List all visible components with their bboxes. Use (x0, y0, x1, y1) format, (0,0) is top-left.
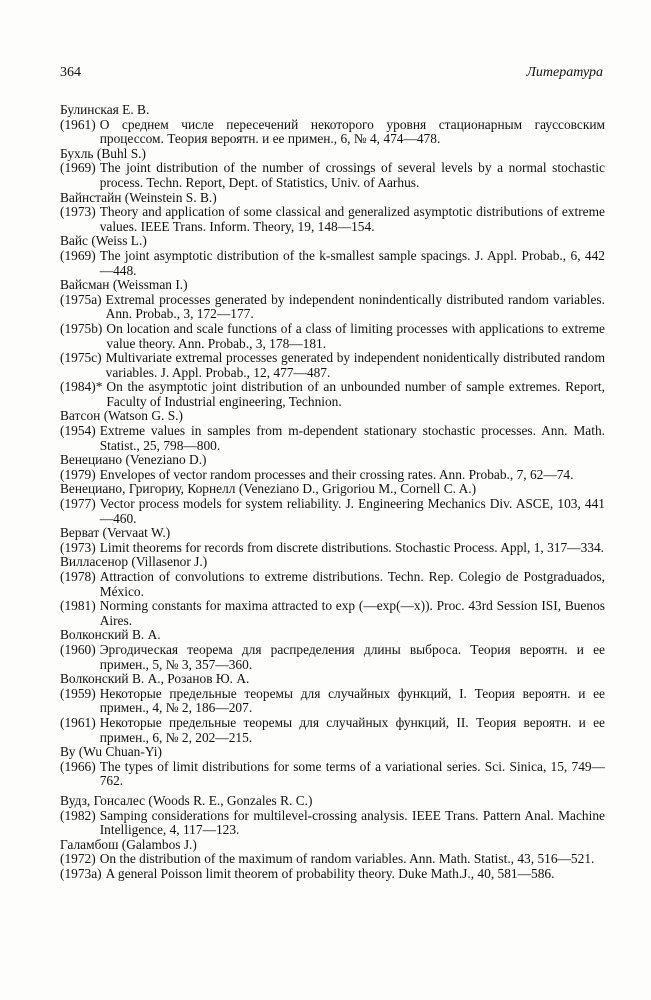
reference-text: On the distribution of the maximum of random variables. Ann. Math. Statist., 43, 516—521. (99, 851, 595, 867)
reference-text: The joint distribution of the number of crossings of several levels by a normal stochastic process. Techn. Report, Dept. of Statistics, Univ. of Aarhus. (99, 160, 605, 190)
reference-entry (60, 599, 605, 628)
reference-entry (60, 643, 605, 672)
reference-year: (1984)* (60, 379, 103, 395)
reference-entry (60, 760, 605, 789)
reference-year: (1961) (60, 714, 96, 730)
page-number: 364 (60, 65, 81, 80)
reference-year: (1973) (60, 539, 96, 555)
reference-text: On location and scale functions of a class of limiting processes with applications to extreme value theory. Ann. Probab., 3, 178—181. (106, 320, 605, 351)
reference-year: (1975b) (60, 320, 103, 336)
reference-entry (60, 716, 605, 745)
reference-text: Extreme values in samples from m-dependent stationary stochastic processes. Ann. Math. Statist., 25, 798—800. (99, 423, 605, 453)
author-heading: Венециано, Григориу, Корнелл (Veneziano D., Grigoriou M., Cornell C. A.) (60, 481, 477, 497)
reference-entry (60, 205, 605, 234)
reference-year: (1954) (60, 423, 96, 439)
reference-year: (1978) (60, 569, 96, 584)
author-heading: Ватсон (Watson G. S.) (60, 408, 183, 424)
reference-text: A general Poisson limit theorem of probability theory. Duke Math.J., 40, 581—586. (105, 865, 555, 881)
author-heading: Галамбош (Galambos J.) (60, 836, 197, 852)
reference-text: Vector process models for system reliability. J. Engineering Mechanics Div. ASCE, 103, 441—460. (99, 496, 605, 526)
reference-text: Samping considerations for multilevel-crossing analysis. IEEE Trans. Pattern Anal. Machine Intelligence, 4, 117—123. (99, 807, 605, 838)
reference-entry (60, 322, 605, 351)
reference-entry (60, 867, 605, 882)
reference-entry (60, 570, 605, 599)
reference-year: (1981) (60, 598, 96, 614)
author-heading: Вилласенор (Villasenor J.) (60, 554, 208, 570)
reference-year: (1969) (60, 160, 96, 176)
reference-year: (1973a) (60, 865, 102, 881)
reference-text: Эргодическая теорема для распределения длины выброса. Теория вероятн. и ее примен., 5, № 3, 357—360. (99, 641, 605, 672)
reference-text: Limit theorems for records from discrete distributions. Stochastic Process. Appl, 1, 317—334. (99, 539, 605, 555)
reference-entry (60, 468, 605, 483)
reference-entry (60, 809, 605, 838)
author-heading: Вайс (Weiss L.) (60, 233, 147, 249)
reference-entry (60, 118, 605, 147)
reference-list (60, 103, 605, 881)
author-heading: Ву (Wu Chuan-Yi) (60, 744, 162, 760)
reference-text: Theory and application of some classical and generalized asymptotic distributions of extreme values. IEEE Trans. Inform. Theory, 19, 148—154. (99, 204, 605, 234)
reference-text: Extremal processes generated by independent nonindentically distributed random variables. Ann. Probab., 3, 172—177. (105, 291, 605, 322)
reference-text: The types of limit distributions for some terms of a variational series. Sci. Sinica, 15, 749—762. (99, 758, 605, 789)
reference-text: О среднем числе пересечений некоторого уровня стационарным гауссовским процессом. Теория вероятн. и ее примен., 6, № 4, 474—478. (99, 116, 605, 147)
reference-entry (60, 380, 605, 409)
author-heading: Вайнстайн (Weinstein S. B.) (60, 189, 217, 205)
reference-entry (60, 852, 605, 867)
reference-entry (60, 424, 605, 453)
reference-entry (60, 249, 605, 278)
author-heading: Булинская Е. В. (60, 102, 150, 117)
reference-year: (1966) (60, 758, 96, 774)
author-heading: Волконский В. А., Розанов Ю. А. (60, 671, 250, 687)
reference-entry (60, 293, 605, 322)
reference-year: (1973) (60, 204, 96, 220)
author-heading: Верват (Vervaat W.) (60, 525, 171, 541)
reference-year: (1961) (60, 116, 96, 132)
reference-year: (1959) (60, 685, 96, 701)
reference-entry (60, 351, 605, 380)
author-heading: Вайсман (Weissman I.) (60, 277, 188, 293)
author-heading: Бухль (Buhl S.) (60, 145, 146, 161)
page-header (60, 66, 603, 86)
author-heading: Волконский В. А. (60, 627, 161, 643)
reference-year: (1975a) (60, 291, 102, 307)
reference-entry (60, 541, 605, 556)
reference-text: The joint asymptotic distribution of the k-smallest sample spacings. J. Appl. Probab., 6, 442—448. (99, 247, 605, 278)
reference-year: (1969) (60, 247, 96, 263)
reference-entry (60, 161, 605, 190)
reference-text: Некоторые предельные теоремы для случайных функций, II. Теория вероятн. и ее примен., 6, № 2, 202—215. (99, 714, 605, 745)
reference-year: (1972) (60, 851, 96, 867)
reference-text: Некоторые предельные теоремы для случайных функций, I. Теория вероятн. и ее примен., 4, № 2, 186—207. (99, 685, 605, 716)
reference-entry (60, 497, 605, 526)
running-title: Литература (526, 65, 603, 80)
reference-text: Attraction of convolutions to extreme distributions. Techn. Rep. Colegio de Postgraduados, México. (99, 569, 605, 599)
reference-year: (1977) (60, 496, 96, 512)
author-heading: Венециано (Veneziano D.) (60, 452, 207, 468)
reference-text: Multivariate extremal processes generated by independent nonidentically distributed random variables. J. Appl. Probab., 12, 477—487. (105, 350, 605, 380)
reference-text: Envelopes of vector random processes and their crossing rates. Ann. Probab., 7, 62—74. (99, 466, 574, 482)
reference-text: Norming constants for maxima attracted to exp (—exp(—x)). Proc. 43rd Session ISI, Buenos Aires. (99, 598, 605, 628)
reference-year: (1960) (60, 641, 96, 657)
reference-entry (60, 687, 605, 716)
reference-year: (1979) (60, 466, 96, 482)
reference-year: (1975c) (60, 350, 102, 366)
reference-year: (1982) (60, 807, 96, 823)
reference-text: On the asymptotic joint distribution of an unbounded number of sample extremes. Report, Faculty of Industrial engineering, Technion. (106, 379, 605, 409)
author-heading: Вудз, Гонсалес (Woods R. E., Gonzales R. C.) (60, 792, 313, 808)
